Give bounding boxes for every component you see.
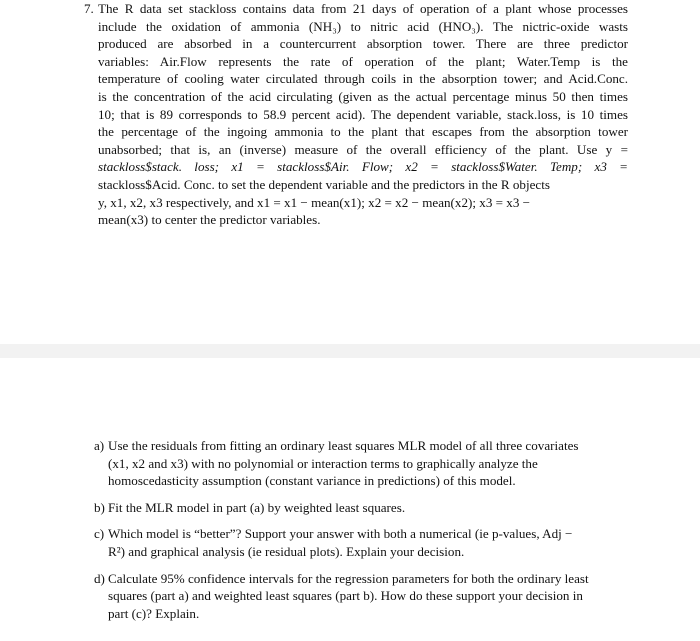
question-line: unabsorbed; that is, an (inverse) measure of the overall efficiency of the plant. Use y =: [98, 141, 628, 157]
part-line: Which model is “better”? Support your answer with both a numerical (ie p-values, Adj −: [108, 526, 573, 542]
question-line: include the oxidation of ammonia (NH₃) to nitric acid (HNO₃). The nictric-oxide wasts: [98, 18, 628, 34]
question-line: 10; that is 89 corresponds to 58.9 percent acid). The dependent variable, stack.loss, is 10 times: [98, 106, 628, 122]
question-line: produced are absorbed in a countercurrent absorption tower. There are three predictor: [98, 36, 628, 52]
question-line: the percentage of the ingoing ammonia to the plant that escapes from the absorption tower: [98, 124, 628, 140]
part-label: a): [94, 438, 105, 453]
question-line: is the concentration of the acid circulating (given as the actual percentage minus 50 then times: [98, 88, 628, 104]
part-label: c): [94, 526, 105, 542]
part-line: part (c)? Explain.: [108, 605, 200, 621]
question-line-math: stackloss$stack. loss; x1 = stackloss$Air. Flow; x2 = stackloss$Water. Temp; x3 =: [98, 159, 628, 175]
question-line-math: y, x1, x2, x3 respectively, and x1 = x1 − mean(x1); x2 = x2 − mean(x2); x3 = x3 −: [98, 194, 531, 210]
part-line: homoscedasticity assumption (constant variance in predictions) of this model.: [108, 473, 516, 489]
part-label: b): [94, 499, 105, 515]
question-line: variables: Air.Flow represents the rate of operation of the plant; Water.Temp is the: [98, 53, 628, 69]
part-line: R²) and graphical analysis (ie residual plots). Explain your decision.: [108, 543, 465, 559]
part-label: d): [94, 570, 105, 586]
part-d: [94, 570, 614, 623]
part-line: (x1, x2 and x3) with no polynomial or interaction terms to graphically analyze the: [108, 455, 538, 471]
part-c: [94, 525, 614, 560]
question-line: The R data set stackloss contains data from 21 days of operation of a plant whose processes: [98, 1, 628, 16]
question-line-math: stackloss$Acid. Conc. to set the dependent variable and the predictors in the R objects: [98, 176, 550, 192]
question-line: temperature of cooling water circulated through coils in the absorption tower; and Acid.Conc.: [98, 71, 628, 87]
part-line: squares (part a) and weighted least squares (part b). How do these support your decision in: [108, 588, 583, 604]
parts-panel: [0, 358, 700, 641]
part-line: Calculate 95% confidence intervals for the regression parameters for both the ordinary least: [108, 570, 589, 586]
parts-list: [94, 437, 614, 631]
part-line: Use the residuals from fitting an ordinary least squares MLR model of all three covariates: [108, 438, 579, 453]
question-body: [98, 0, 628, 229]
question-line: mean(x3) to center the predictor variables.: [98, 212, 321, 228]
part-b: [94, 499, 614, 517]
section-divider: [0, 344, 700, 358]
part-a: [94, 437, 614, 490]
part-line: Fit the MLR model in part (a) by weighted least squares.: [108, 499, 406, 515]
question-number: 7.: [84, 1, 94, 16]
